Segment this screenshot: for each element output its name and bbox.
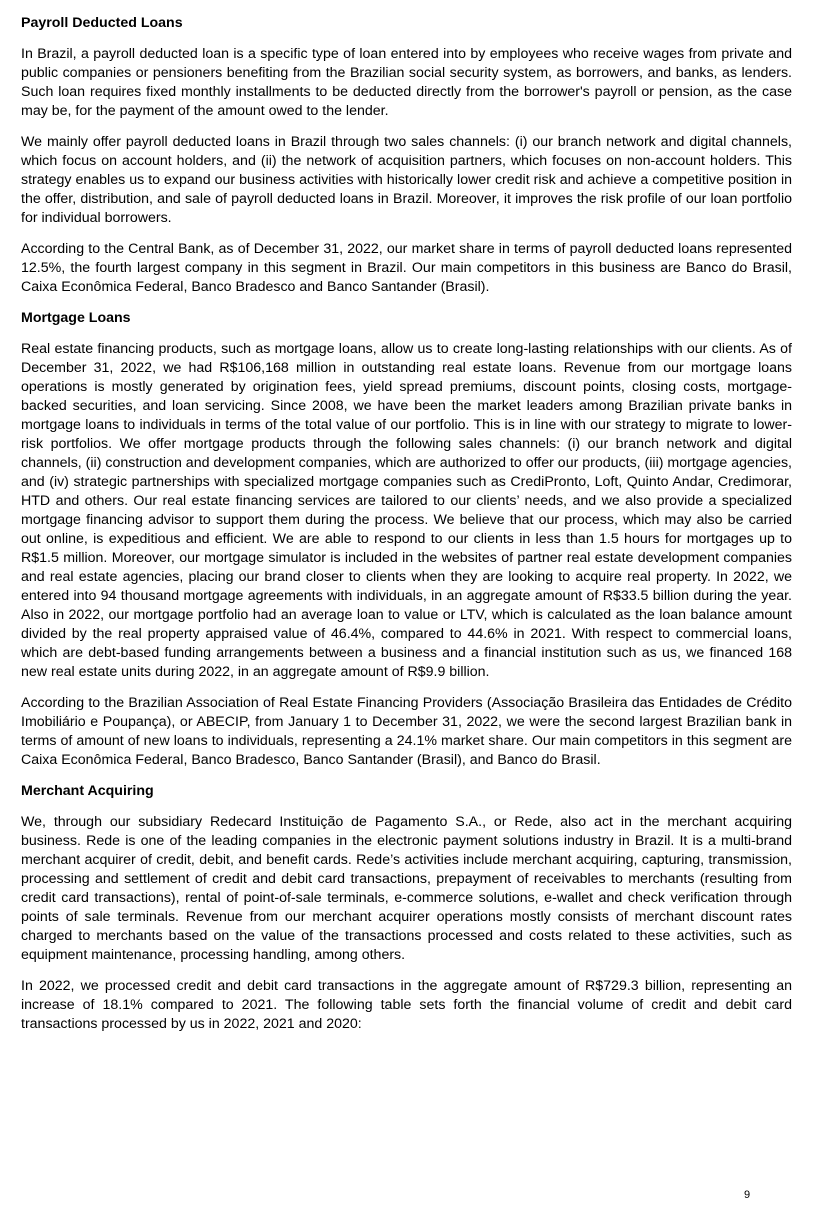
heading-merchant-acquiring: Merchant Acquiring: [21, 783, 154, 799]
paragraph-payroll-sales-channels: We mainly offer payroll deducted loans in Brazil through two sales channels: (i) our branch network and digital channels, which focus on account holders, and (ii) the network of acquisition partners, which focuses on non-account holders. This strategy enables us to expand our business activities with historically lower credit risk and achieve a competitive position in the offer, distribution, and sale of payroll deducted loans in Brazil. Moreover, it improves the risk profile of our loan portfolio for individual borrowers.: [21, 134, 792, 226]
paragraph-mortgage-market-share: According to the Brazilian Association of Real Estate Financing Providers (Associação Brasileira das Entidades de Crédito Imobiliário e Poupança), or ABECIP, from January 1 to December 31, 2022, we were the second largest Brazilian bank in terms of amount of new loans to individuals, representing a 24.1% market share. Our main competitors in this segment are Caixa Econômica Federal, Banco Bradesco, Banco Santander (Brasil), and Banco do Brasil.: [21, 695, 792, 768]
paragraph-payroll-market-share: According to the Central Bank, as of December 31, 2022, our market share in terms of payroll deducted loans represented 12.5%, the fourth largest company in this segment in Brazil. Our main competitors in this business are Banco do Brasil, Caixa Econômica Federal, Banco Bradesco and Banco Santander (Brasil).: [21, 241, 792, 295]
paragraph-merchant-overview: We, through our subsidiary Redecard Instituição de Pagamento S.A., or Rede, also act in the merchant acquiring business. Rede is one of the leading companies in the electronic payment solutions industry in Brazil. It is a multi-brand merchant acquirer of credit, debit, and benefit cards. Rede’s activities include merchant acquiring, capturing, transmission, processing and settlement of credit and debit card transactions, prepayment of receivables to merchants (resulting from credit card transactions), rental of point-of-sale terminals, e-commerce solutions, e-wallet and check verification through points of sale terminals. Revenue from our merchant acquirer operations mostly consists of merchant discount rates charged to merchants based on the value of the transactions processed and costs related to these activities, such as equipment maintenance, processing handling, among others.: [21, 814, 792, 963]
heading-mortgage-loans: Mortgage Loans: [21, 310, 131, 326]
paragraph-merchant-volume: In 2022, we processed credit and debit card transactions in the aggregate amount of R$729.3 billion, representing an increase of 18.1% compared to 2021. The following table sets forth the financial volume of credit and debit card transactions processed by us in 2022, 2021 and 2020:: [21, 978, 792, 1032]
document-page: [21, 14, 792, 1046]
paragraph-payroll-definition: In Brazil, a payroll deducted loan is a specific type of loan entered into by employees who receive wages from private and public companies or pensioners benefiting from the Brazilian social security system, as borrowers, and banks, as lenders. Such loan requires fixed monthly installments to be deducted directly from the borrower's payroll or pension, as the case may be, for the payment of the amount owed to the lender.: [21, 46, 792, 119]
page-number: 9: [744, 1189, 751, 1201]
heading-payroll-deducted-loans: Payroll Deducted Loans: [21, 15, 183, 31]
paragraph-mortgage-overview: Real estate financing products, such as mortgage loans, allow us to create long-lasting relationships with our clients. As of December 31, 2022, we had R$106,168 million in outstanding real estate loans. Revenue from our mortgage loans operations is mostly generated by origination fees, yield spread premiums, discount points, closing costs, mortgage-backed securities, and loan servicing. Since 2008, we have been the market leaders among Brazilian private banks in mortgage loans to individuals in terms of the total value of our portfolio. This is in line with our strategy to migrate to lower-risk portfolios. We offer mortgage products through the following sales channels: (i) our branch network and digital channels, (ii) construction and development companies, which are authorized to offer our products, (iii) mortgage agencies, and (iv) strategic partnerships with specialized mortgage companies such as CrediPronto, Loft, Quinto Andar, Credimorar, HTD and others. Our real estate financing services are tailored to our clients’ needs, and we also provide a specialized mortgage financing advisor to support them during the process. We believe that our process, which may also be carried out online, is expeditious and efficient. We are able to respond to our clients in less than 1.5 hours for mortgages up to R$1.5 million. Moreover, our mortgage simulator is included in the websites of partner real estate development companies and real estate agencies, placing our brand closer to clients when they are looking to acquire real property. In 2022, we entered into 94 thousand mortgage agreements with individuals, in an aggregate amount of R$33.5 billion during the year. Also in 2022, our mortgage portfolio had an average loan to value or LTV, which is calculated as the loan balance amount divided by the real property appraised value of 46.4%, compared to 44.6% in 2021. With respect to commercial loans, which are debt-based funding arrangements between a business and a financial institution such as us, we financed 168 new real estate units during 2022, in an aggregate amount of R$9.9 billion.: [21, 341, 793, 680]
